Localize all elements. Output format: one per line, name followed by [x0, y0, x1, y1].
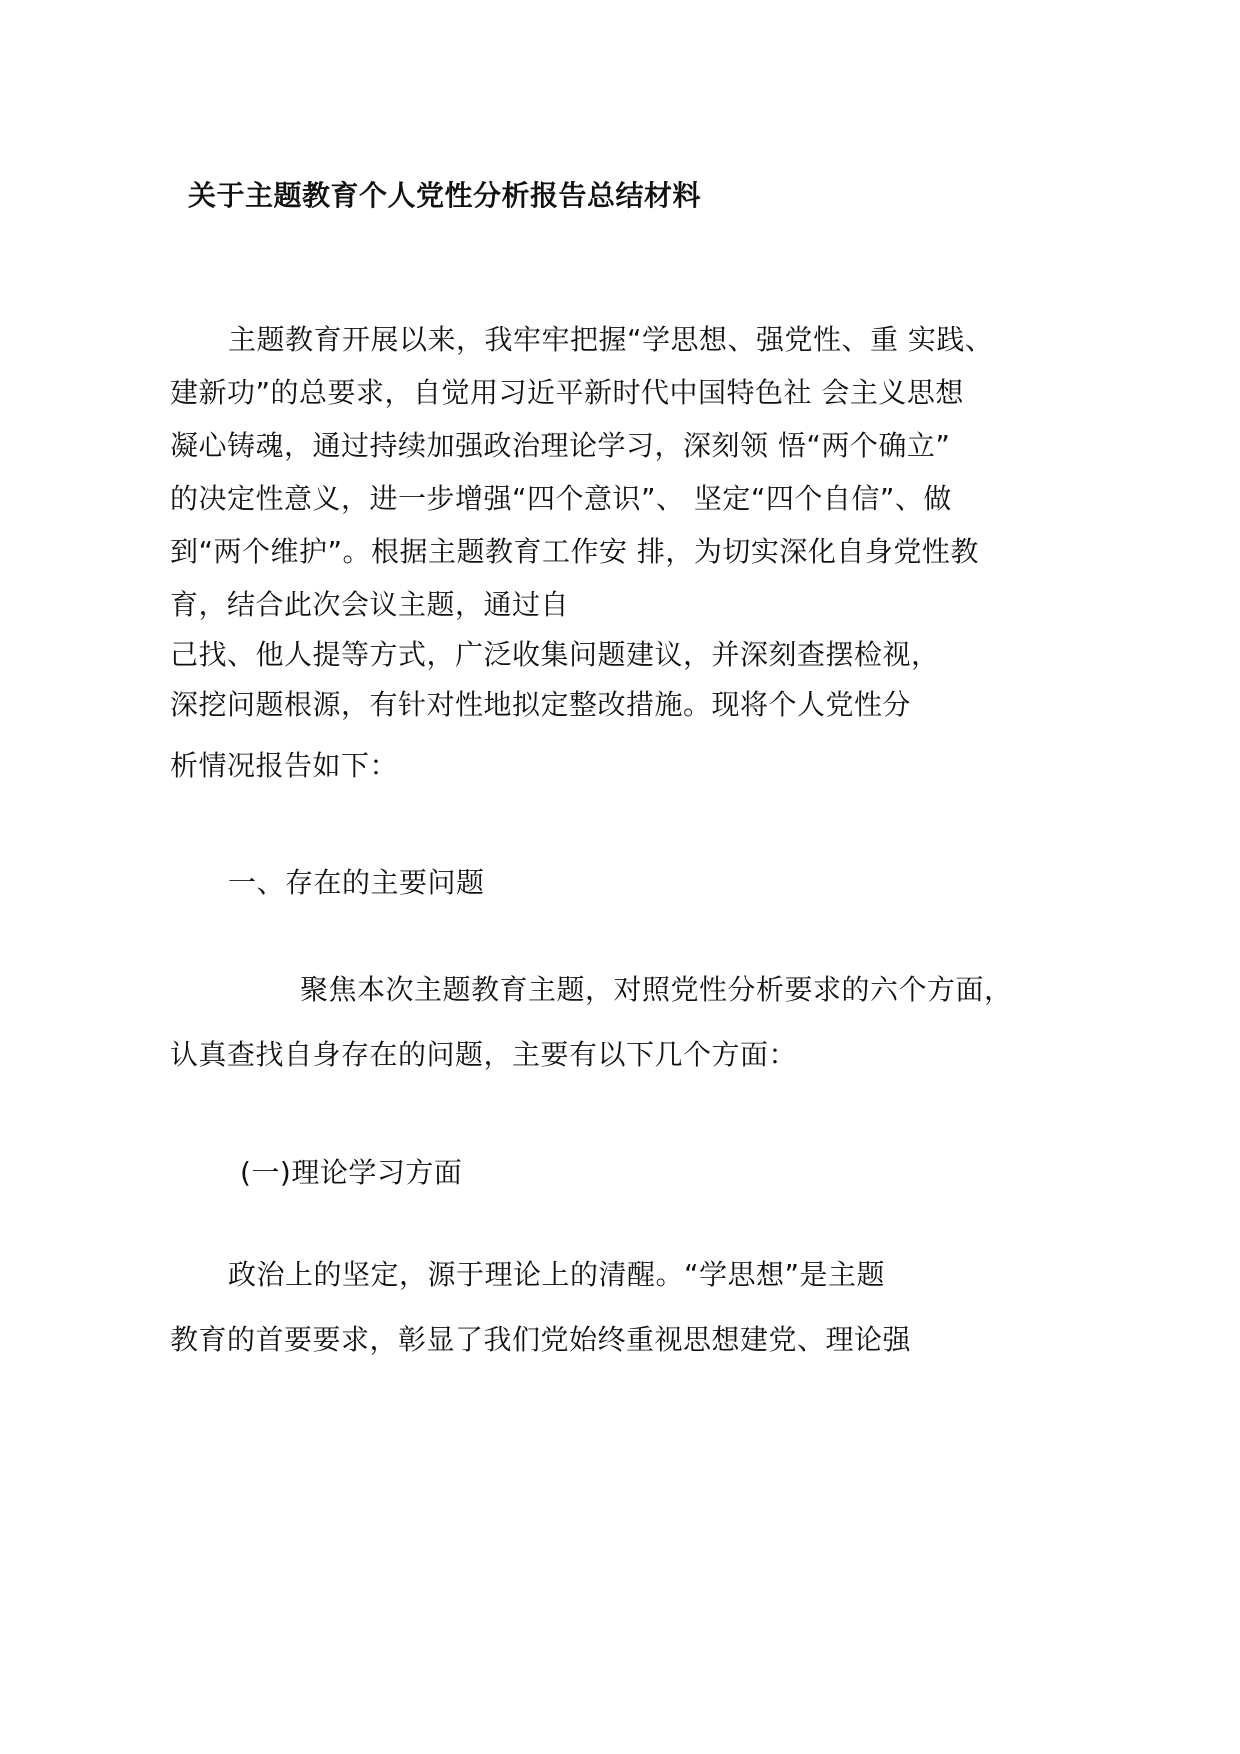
paragraph-line: 的决定性意义，进一步增强“四个意识”、 坚定“四个自信”、做: [170, 482, 952, 515]
paragraph-line: 认真查找自身存在的问题，主要有以下几个方面：: [170, 1038, 798, 1071]
paragraph-line: 育，结合此次会议主题，通过自: [170, 588, 570, 621]
paragraph-line: 教育的首要要求，彰显了我们党始终重视思想建党、理论强: [170, 1323, 912, 1356]
paragraph-line: 政治上的坚定，源于理论上的清醒。“学思想”是主题: [228, 1258, 886, 1291]
paragraph-line: 析情况报告如下：: [170, 749, 399, 782]
paragraph-line: 凝心铸魂，通过持续加强政治理论学习，深刻领 悟“两个确立”: [170, 429, 951, 462]
paragraph-line: 己找、他人提等方式，广泛收集问题建议，并深刻查摆检视，: [170, 638, 940, 671]
paragraph-line: 建新功”的总要求，自觉用习近平新时代中国特色社 会主义思想: [170, 376, 964, 409]
paragraph-line: 深挖问题根源，有针对性地拟定整改措施。现将个人党性分: [170, 688, 912, 721]
paragraph-line: 主题教育开展以来，我牢牢把握“学思想、强党性、重 实践、: [228, 323, 994, 356]
section-heading: 一、存在的主要问题: [228, 866, 485, 899]
paragraph-line: 聚焦本次主题教育主题，对照党性分析要求的六个方面，: [300, 973, 1013, 1006]
document-title: 关于主题教育个人党性分析报告总结材料: [188, 179, 702, 212]
paragraph-line: 到“两个维护”。根据主题教育工作安 排，为切实深化自身党性教: [170, 535, 979, 568]
subsection-heading: (一)理论学习方面: [240, 1156, 463, 1189]
